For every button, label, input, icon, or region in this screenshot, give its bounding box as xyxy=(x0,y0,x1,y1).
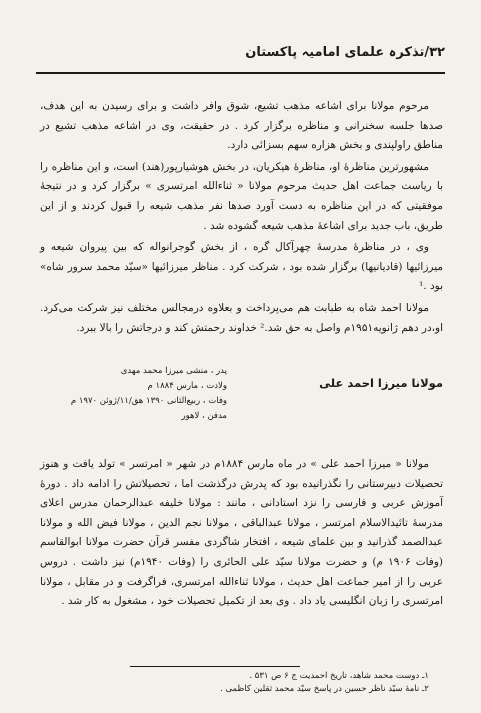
bio-line: مدفن ، لاهور xyxy=(181,411,227,421)
page-header xyxy=(38,44,445,62)
text-block-upper xyxy=(40,97,443,340)
paragraph: وی ، در مناظرهٔ مدرسهٔ چهرآکال گره ، از بخش گوجرانواله که بین پیروان شیعه و میرزائیها (قادیانیها) برگزار شده بود ، شرکت کرد . مناظر میرزائیها «سیّد محمد سرور شاه» بود .¹ xyxy=(40,241,443,293)
paragraph: مرحوم مولانا برای اشاعه مذهب تشیع، شوق وافر داشت و برای رسیدن به این هدف، صدها جلسه سخنرانی و مناظره برگزار کرد . در حقیقت، وی در اشاعه مذهب تشیع در مناطق راولپندی و بخش هزاره سهم بسزائی دارد. xyxy=(40,100,443,152)
section-heading: مولانا میرزا احمد علی xyxy=(319,376,443,390)
paragraph: مولانا « میرزا احمد علی » در ماه مارس ۱۸۸۴م در شهر « امرتسر » تولد یافت و هنوز تحصیلات دبیرستانی را نگذرانیده بود که پدرش درگذشت اما ، تحصیلاتش را ادامه داد . دورهٔ آموزش عربی و فارسی را نزد استادانی ، مانند : مولانا خلیفه عبدالرحمان مدرس اعلای مدرسهٔ تائیدالاسلام امرتسر ، مولانا عبدالباقی ، مولانا نجم الدین ، مولانا فیض الله و مولانا عبدالصمد گذرانید و بین علمای شیعه ، افتخار شاگردی مفسر قرآن حضرت مولانا ابوالقاسم (وفات ۱۹۰۶ م) و حضرت مولانا سیّد علی الحائری را (وفات ۱۹۴۰م) نیز داشت . دروس عربی را از امیر جماعت اهل حدیث ، مولانا ثناءالله امرتسری، فراگرفت و در مقابل ، مولانا امرتسری را زبان انگلیسی یاد داد . وی بعد از تکمیل تحصیلات خود ، مشغول به کار شد . xyxy=(40,458,443,608)
paragraph: مشهورترین مناظرهٔ او، مناظرهٔ هیکریان، در بخش هوشیارپور(هند) است، و این مناظره را با ریاست جماعت اهل حدیث مرحوم مولانا « ثناءالله امرتسری » برگزار کرد و در نتیجهٔ موفقیتی که در این مناظره به دست آورد صدها نفر مذهب شیعه را قبول کردند و از این طریق، باب جدید برای اشاعهٔ مذهب شیعه گشوده شد . xyxy=(40,160,443,232)
biography-section xyxy=(40,340,443,420)
footnote-rule xyxy=(130,666,300,667)
header-rule xyxy=(36,72,445,74)
footnote-item: ۱ـ دوست محمد شاهد، تاریخ احمدیت ج ۶ ص ۵۳۱ . xyxy=(249,671,429,681)
footnotes xyxy=(40,670,429,696)
bio-line: وفات ، ربیع‌الثانی ۱۳۹۰ هق/۱۱/ژوئن ۱۹۷۰ م xyxy=(70,396,227,406)
paragraph: مولانا احمد شاه به طبابت هم می‌پرداخت و بعلاوه درمجالس مختلف نیز شرکت می‌کرد. او،در دهم ژانویه۱۹۵۱م واصل به حق شد.² خداوند رحمتش کند و درجاتش را بالا ببرد. xyxy=(40,301,443,334)
text-block-lower xyxy=(40,455,443,614)
bio-line: ولادت ، مارس ۱۸۸۴ م xyxy=(147,381,227,391)
biography-details xyxy=(71,364,227,424)
footnote-item: ۲ـ نامهٔ سیّد ناظر حسین در پاسخ سیّد محمد ثقلین کاظمی . xyxy=(220,684,429,694)
bio-line: پدر ، منشی میرزا محمد مهدی xyxy=(120,366,227,376)
page-title: ۳۲/تذکرہ علمای امامیہ پاکستان xyxy=(245,45,445,60)
